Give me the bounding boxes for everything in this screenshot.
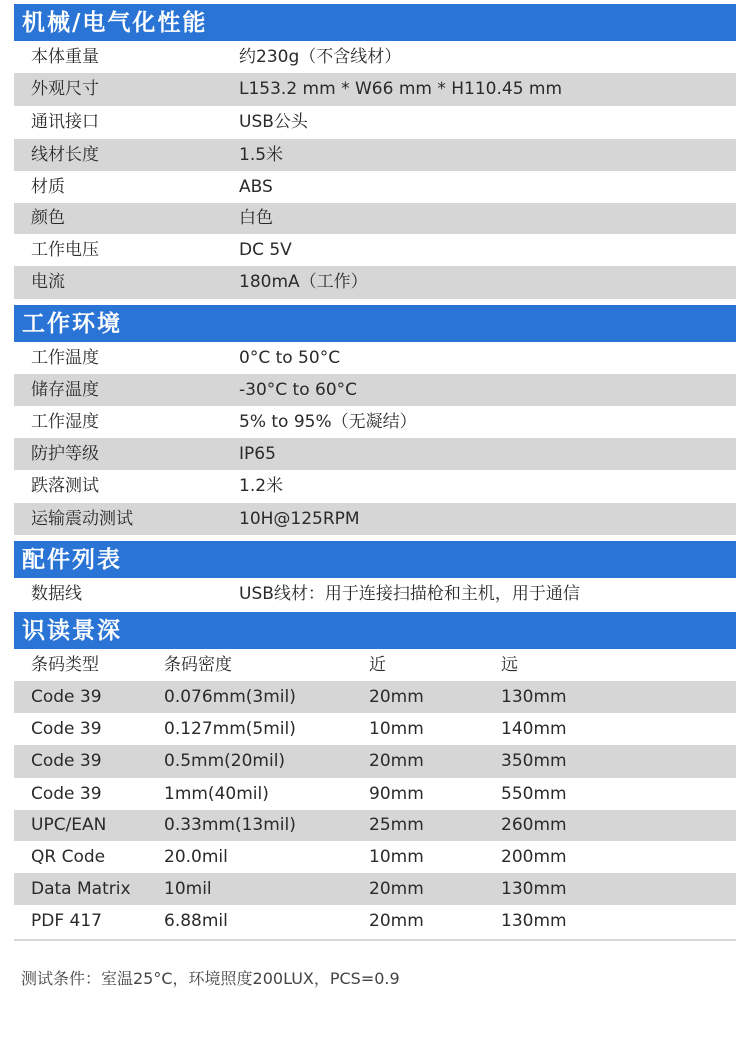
table-row — [14, 745, 736, 778]
spec-value: USB公头 — [239, 112, 308, 132]
spec-value: 1.5米 — [239, 145, 284, 165]
table-row — [14, 905, 736, 938]
spec-value: 1.2米 — [239, 476, 284, 496]
spec-value: IP65 — [239, 444, 276, 464]
table-row — [14, 810, 736, 841]
column-header: 近 — [369, 655, 386, 675]
table-cell: 0.5mm(20mil) — [164, 751, 286, 771]
table-cell: 350mm — [501, 751, 567, 771]
table-row — [14, 713, 736, 745]
spec-label: 材质 — [31, 177, 65, 197]
spec-row — [14, 41, 736, 73]
table-cell: 10mil — [164, 879, 212, 899]
spec-row — [14, 374, 736, 406]
spec-row — [14, 266, 736, 299]
table-cell: Code 39 — [31, 784, 102, 804]
spec-value: USB线材：用于连接扫描枪和主机，用于通信 — [239, 584, 580, 604]
section-title-mechanical: 机械/电气化性能 — [14, 4, 736, 41]
spec-row — [14, 139, 736, 171]
table-cell: 25mm — [369, 815, 424, 835]
table-cell: 20mm — [369, 911, 424, 931]
table-header-row — [14, 650, 736, 681]
spec-row — [14, 438, 736, 470]
spec-row — [14, 171, 736, 203]
spec-row — [14, 578, 736, 610]
section-title-reading-depth: 识读景深 — [14, 612, 736, 649]
table-cell: 90mm — [369, 784, 424, 804]
spec-value: 0°C to 50°C — [239, 348, 341, 368]
table-cell: 0.076mm(3mil) — [164, 687, 296, 707]
spec-value: 10H@125RPM — [239, 509, 360, 529]
spec-label: 储存温度 — [31, 380, 99, 400]
spec-row — [14, 406, 736, 438]
table-cell: PDF 417 — [31, 911, 102, 931]
table-cell: QR Code — [31, 847, 106, 867]
spec-label: 通讯接口 — [31, 112, 99, 132]
spec-value: ABS — [239, 177, 273, 197]
spec-value: L153.2 mm * W66 mm * H110.45 mm — [239, 79, 563, 99]
spec-value: DC 5V — [239, 240, 292, 260]
table-cell: 20mm — [369, 751, 424, 771]
table-cell: 10mm — [369, 847, 424, 867]
table-cell: 0.33mm(13mil) — [164, 815, 296, 835]
table-cell: 20.0mil — [164, 847, 228, 867]
spec-value: 白色 — [239, 208, 273, 228]
spec-label: 颜色 — [31, 208, 65, 228]
table-row — [14, 778, 736, 810]
spec-label: 工作温度 — [31, 348, 99, 368]
spec-value: 180mA（工作） — [239, 272, 368, 292]
test-conditions-note: 测试条件：室温25°C，环境照度200LUX，PCS=0.9 — [21, 969, 400, 988]
table-bottom-divider — [14, 939, 736, 941]
spec-label: 电流 — [31, 272, 65, 292]
table-cell: 130mm — [501, 687, 567, 707]
spec-value: -30°C to 60°C — [239, 380, 358, 400]
table-cell: 1mm(40mil) — [164, 784, 269, 804]
spec-row — [14, 342, 736, 374]
column-header: 远 — [501, 655, 518, 675]
spec-row — [14, 73, 736, 106]
spec-label: 防护等级 — [31, 444, 99, 464]
spec-label: 外观尺寸 — [31, 79, 99, 99]
spec-label: 线材长度 — [31, 145, 99, 165]
table-cell: 20mm — [369, 687, 424, 707]
table-cell: 6.88mil — [164, 911, 228, 931]
table-cell: 20mm — [369, 879, 424, 899]
column-header: 条码类型 — [31, 655, 99, 675]
spec-row — [14, 106, 736, 139]
table-cell: 0.127mm(5mil) — [164, 719, 296, 739]
spec-label: 运输震动测试 — [31, 509, 133, 529]
table-cell: 130mm — [501, 911, 567, 931]
spec-label: 本体重量 — [31, 47, 99, 67]
table-cell: Code 39 — [31, 719, 102, 739]
table-cell: Code 39 — [31, 751, 102, 771]
table-cell: 200mm — [501, 847, 567, 867]
spec-value: 5% to 95%（无凝结） — [239, 412, 417, 432]
table-cell: Code 39 — [31, 687, 102, 707]
spec-value: 约230g（不含线材） — [239, 47, 402, 67]
table-cell: 550mm — [501, 784, 567, 804]
table-cell: Data Matrix — [31, 879, 131, 899]
table-cell: 140mm — [501, 719, 567, 739]
table-cell: 260mm — [501, 815, 567, 835]
table-cell: 130mm — [501, 879, 567, 899]
section-title-environment: 工作环境 — [14, 305, 736, 342]
spec-row — [14, 234, 736, 266]
spec-row — [14, 503, 736, 535]
spec-row — [14, 203, 736, 234]
table-cell: UPC/EAN — [31, 815, 107, 835]
spec-label: 跌落测试 — [31, 476, 99, 496]
table-row — [14, 873, 736, 905]
spec-row — [14, 470, 736, 503]
table-row — [14, 681, 736, 713]
table-cell: 10mm — [369, 719, 424, 739]
section-title-accessories: 配件列表 — [14, 541, 736, 578]
spec-label: 工作湿度 — [31, 412, 99, 432]
spec-label: 工作电压 — [31, 240, 99, 260]
spec-label: 数据线 — [31, 584, 82, 604]
column-header: 条码密度 — [164, 655, 232, 675]
table-row — [14, 841, 736, 873]
